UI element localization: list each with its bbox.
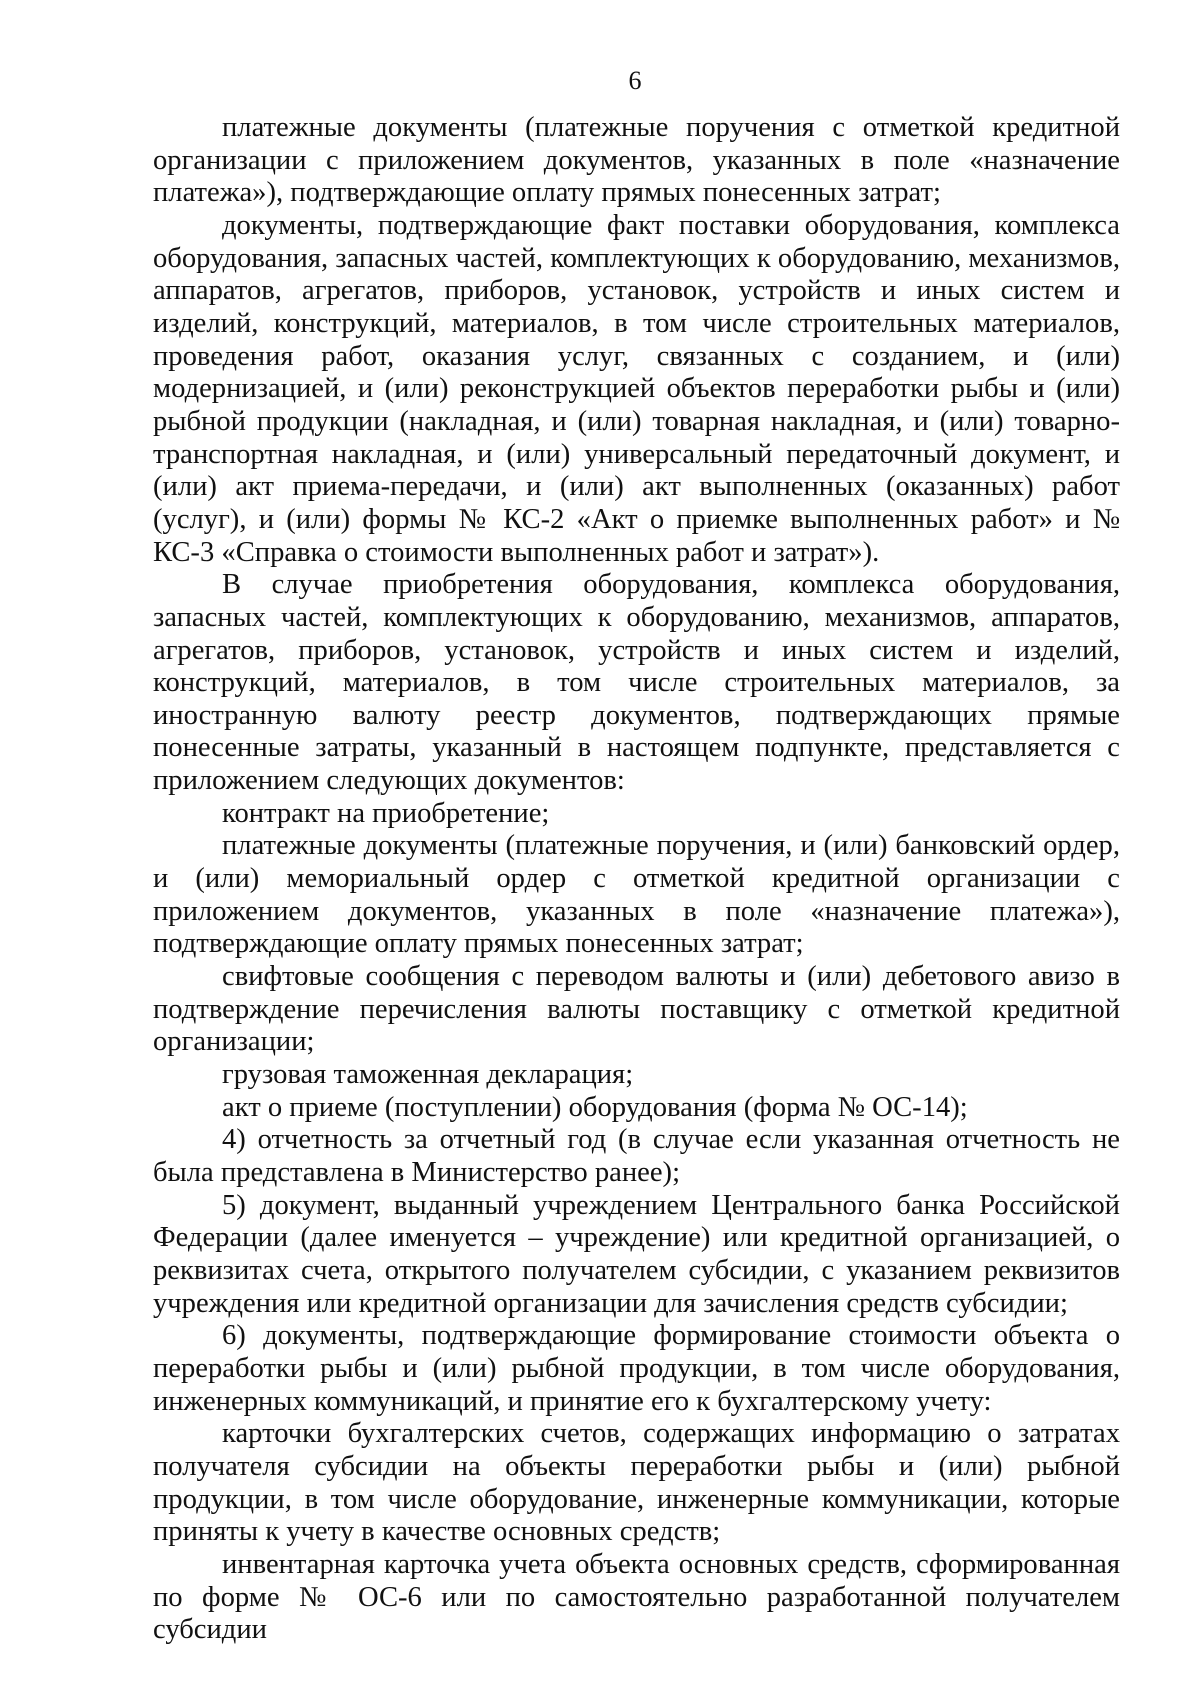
paragraph-accounting-cards: карточки бухгалтерских счетов, содержащих информацию о затратах получателя субсидии на объекты переработки рыбы и (или) рыбной продукции, в том числе оборудование, инженерные коммуникации, которые приняты к учету в качестве основных средств;	[153, 1418, 1120, 1548]
page-number: 6	[628, 66, 642, 95]
paragraph-purchase-contract: контракт на приобретение;	[222, 797, 550, 829]
paragraph-item-5-bank-details: 5) документ, выданный учреждением Центрального банка Российской Федерации (далее именуется – учреждение) или кредитной организацией, о реквизитах счета, открытого получателем субсидии, с указанием реквизитов учреждения или кредитной организации для зачисления средств субсидии;	[153, 1189, 1120, 1319]
paragraph-item-4-reporting: 4) отчетность за отчетный год (в случае если указанная отчетность не была представлена в Министерство ранее);	[153, 1124, 1120, 1188]
paragraph-item-6-cost-formation: 6) документы, подтверждающие формирование стоимости объекта о переработки рыбы и (или) рыбной продукции, в том числе оборудования, инженерных коммуникаций, и принятие его к бухгалтерскому учету:	[153, 1320, 1120, 1417]
document-body	[153, 112, 1120, 1647]
paragraph-equipment-acceptance-act: акт о приеме (поступлении) оборудования (форма № ОС-14);	[222, 1091, 968, 1123]
paragraph-payment-documents: платежные документы (платежные поручения с отметкой кредитной организации с приложением документов, указанных в поле «назначение платежа»), подтверждающие оплату прямых понесенных затрат;	[153, 112, 1120, 209]
paragraph-swift-messages: свифтовые сообщения с переводом валюты и (или) дебетового авизо в подтверждение перечисления валюты поставщику с отметкой кредитной организации;	[153, 961, 1120, 1058]
paragraph-delivery-documents: документы, подтверждающие факт поставки оборудования, комплекса оборудования, запасных частей, комплектующих к оборудованию, механизмов, аппаратов, агрегатов, приборов, установок, устройств и иных систем и изделий, конструкций, материалов, в том числе строительных материалов, проведения работ, оказания услуг, связанных с созданием, и (или) модернизацией, и (или) реконструкцией объектов переработки рыбы и (или) рыбной продукции (накладная, и (или) товарная накладная, и (или) товарно-транспортная накладная, и (или) универсальный передаточный документ, и (или) акт приема-передачи, и (или) акт выполненных (оказанных) работ (услуг), и (или) формы № КС-2 «Акт о приемке выполненных работ» и № КС-3 «Справка о стоимости выполненных работ и затрат»).	[153, 209, 1120, 568]
paragraph-payment-orders: платежные документы (платежные поручения, и (или) банковский ордер, и (или) мемориальный ордер с отметкой кредитной организации с приложением документов, указанных в поле «назначение платежа»), подтверждающие оплату прямых понесенных затрат;	[153, 830, 1120, 960]
paragraph-inventory-card: инвентарная карточка учета объекта основных средств, сформированная по форме № ОС-6 или по самостоятельно разработанной получателем субсидии	[153, 1548, 1120, 1646]
paragraph-customs-declaration: грузовая таможенная декларация;	[222, 1059, 634, 1091]
paragraph-foreign-currency-case: В случае приобретения оборудования, комплекса оборудования, запасных частей, комплектующих к оборудованию, механизмов, аппаратов, агрегатов, приборов, установок, устройств и иных систем и изделий, конструкций, материалов, в том числе строительных материалов, за иностранную валюту реестр документов, подтверждающих прямые понесенные затраты, указанный в настоящем подпункте, представляется с приложением следующих документов:	[153, 569, 1120, 797]
